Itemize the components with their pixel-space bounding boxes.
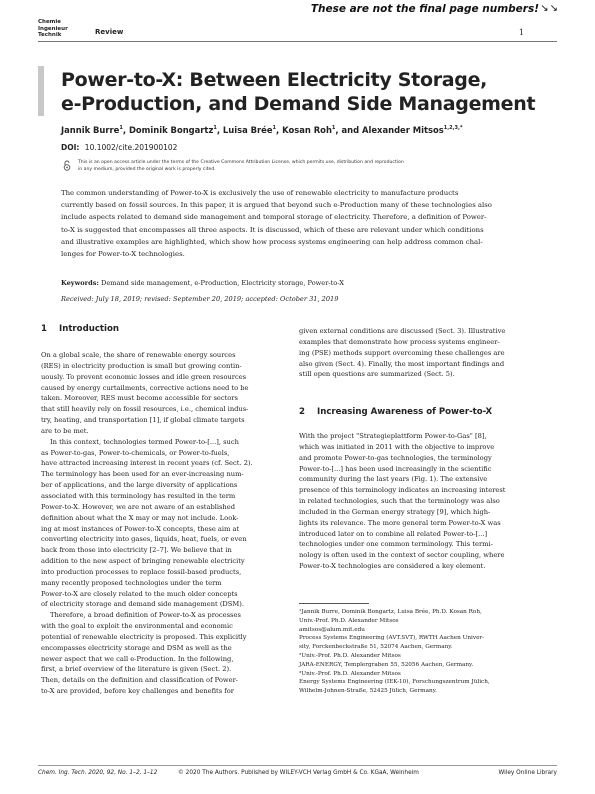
author-affiliation: 1: [272, 125, 277, 132]
text-line: into production processes to replace fossil-based products,: [41, 567, 242, 576]
text-line: also given (Sect. 4). Finally, the most important findings and: [299, 359, 505, 368]
section-heading-awareness: [299, 407, 492, 417]
author-name: Kosan Roh: [282, 125, 332, 135]
journal-citation: Chem. Ing. Tech. 2020, 92, No. 1–2, 1–12: [38, 770, 158, 776]
footnote-line: Univ.-Prof. Ph.D. Alexander Mitsos: [299, 617, 399, 624]
text-line: and promote Power-to-gas technologies, the terminology: [299, 453, 492, 462]
text-line: converting electricity into gases, liquids, heat, fuels, or even: [41, 535, 247, 544]
abstract-line: lenges for Power-to-X technologies.: [61, 250, 185, 259]
text-line: as Power-to-gas, Power-to-chemicals, or Power-to-fuels,: [41, 448, 230, 457]
text-line: to-X are provided, before key challenges and benefits for: [41, 687, 234, 696]
text-line: first, a brief overview of the literature is given (Sect. 2).: [41, 665, 232, 674]
text-line: Power-to-X are closely related to the much older concepts: [41, 589, 238, 598]
right-column-continuation: [299, 326, 542, 380]
text-line: addition to the new aspect of bringing renewable electricity: [41, 557, 245, 566]
header-divider: [38, 41, 557, 42]
text-line: try, heating, and transportation [1], if global climate targets: [41, 416, 245, 425]
doi-link[interactable]: 10.1002/cite.201900102: [84, 143, 178, 152]
open-access-lock-icon: [63, 160, 71, 171]
open-access-line: in any medium, provided the original work is properly cited.: [78, 166, 216, 172]
text-line: that still heavily rely on fossil resources, i.e., chemical indus-: [41, 405, 249, 414]
footnote-line: Wilhelm-Johnen-Straße, 52425 Jülich, Germany.: [299, 688, 437, 695]
copyright-notice: © 2020 The Authors. Published by WILEY-VCH Verlag GmbH & Co. KGaA, Weinheim: [178, 770, 419, 776]
text-line: (RES) in electricity production is small but growing contin-: [41, 361, 242, 370]
text-line: presence of this terminology indicates an increasing interest: [299, 486, 506, 495]
section-heading-introduction: [41, 324, 119, 334]
section-number: 2: [299, 407, 305, 417]
text-line: caused by energy curtailments, corrective actions need to be: [41, 383, 249, 392]
text-line: With the project "Strategieplattform Power-to-Gas" [8],: [299, 432, 487, 440]
text-line: examples that demonstrate how process systems engineer-: [299, 337, 500, 346]
arrow-icon: ↘↘: [540, 3, 559, 14]
author-affiliation: 1: [331, 125, 336, 132]
author-name: Dominik Bongartz: [128, 125, 214, 135]
abstract-line: The common understanding of Power-to-X is exclusively the use of renewable electricity to manufacture products: [61, 189, 459, 197]
text-line: Power-to-X. However, we are not aware of an established: [41, 502, 235, 511]
footnote-line: JARA-ENERGY, Templergraben 55, 52056 Aachen, Germany.: [299, 661, 474, 668]
abstract-line: to-X is suggested that encompasses all three aspects. It is discussed, which of these are relevant under which conditions: [61, 225, 484, 234]
paragraph: [41, 350, 284, 437]
text-line: encompasses electricity storage and DSM as well as the: [41, 643, 232, 652]
abstract: [61, 187, 535, 260]
footnote-line: Process Systems Engineering (AVT.SVT), RWTH Aachen Univer-: [299, 635, 485, 642]
text-line: Therefore, a broad definition of Power-to-X as processes: [50, 611, 241, 620]
text-line: Power-to-X technologies are considered a key element.: [299, 562, 486, 571]
text-line: potential of renewable electricity is proposed. This explicitly: [41, 632, 247, 641]
abstract-line: include aspects related to demand side management and temporal storage of electricity. Therefore, a definition of Power-: [61, 213, 487, 222]
text-line: definition about what the X may or may not include. Look-: [41, 513, 239, 522]
wiley-online-library-link[interactable]: Wiley Online Library: [498, 770, 557, 776]
text-line: given external conditions are discussed (Sect. 3). Illustrative: [299, 327, 506, 335]
text-line: included in the German energy strategy [9], which high-: [299, 507, 491, 516]
journal-logo-line: Ingenieur: [38, 25, 68, 32]
text-line: lights its relevance. The more general term Power-to-X was: [299, 518, 501, 527]
footnote-line: Energy Systems Engineering (IEK-10), Forschungszentrum Jülich,: [299, 679, 490, 686]
keywords: [61, 279, 535, 287]
proof-banner: These are not the final page numbers!: [310, 3, 539, 15]
section-title: Introduction: [59, 324, 120, 334]
text-line: Power-to-[...] has been used increasingly in the scientific: [299, 464, 492, 473]
open-access-notice: [78, 160, 530, 173]
text-line: many recently proposed technologies under the term: [41, 578, 222, 587]
text-line: ing at most instances of Power-to-X concepts, these aim at: [41, 524, 240, 533]
keywords-label: Keywords:: [61, 279, 99, 287]
section-label: Review: [95, 28, 124, 36]
footnote-line: ²Univ.-Prof. Ph.D. Alexander Mitsos: [299, 652, 401, 659]
footnote-line: sity, Forckenbeckstraße 51, 52074 Aachen, Germany.: [299, 644, 453, 651]
text-line: of electricity storage and demand side management (DSM).: [41, 600, 244, 609]
section-title: Increasing Awareness of Power-to-X: [317, 407, 493, 417]
text-line: associated with this terminology has resulted in the term: [41, 491, 236, 500]
text-line: have attracted increasing interest in recent years (cf. Sect. 2).: [41, 459, 253, 468]
left-column: [41, 350, 284, 697]
author-affiliation: 1: [119, 125, 123, 132]
title-line: Power-to-X: Between Electricity Storage,: [61, 69, 488, 91]
received-dates: Received: July 18, 2019; revised: September 20, 2019; accepted: October 31, 2019: [61, 295, 339, 303]
journal-logo-line: Chemie: [38, 19, 62, 25]
text-line: are to be met.: [41, 426, 89, 435]
text-line: In this context, technologies termed Power-to-[...], such: [50, 437, 239, 446]
text-line: uously. To prevent economic losses and idle green resources: [41, 372, 247, 381]
text-line: technologies under one common terminology. This termi-: [299, 540, 493, 549]
text-line: community during the last years (Fig. 1). The extensive: [299, 475, 488, 484]
abstract-line: currently based on fossil sources. In this paper, it is argued that beyond such e-Production many of these technologies also: [61, 201, 492, 210]
author-list: Jannik Burre$^1$, Dominik Bongartz$^1$, Luisa Brée$^1$, Kosan Roh$^1$, and Alexander Mitsos$^{1,2,3,*}$: [61, 125, 463, 135]
open-access-line: This is an open access article under the terms of the Creative Commons Attribution License, which permits use, distribution and reproduction: [78, 160, 404, 165]
abstract-line: and illustrative examples are highlighted, which show how process systems engineering can help address common chal-: [61, 237, 483, 246]
doi-line: [61, 143, 177, 152]
email-link[interactable]: amitsos@alum.mit.edu: [299, 626, 365, 633]
text-line: The terminology has been used for an ever-increasing num-: [41, 470, 244, 479]
footnote-divider: [299, 603, 369, 604]
right-column-section2: [299, 431, 542, 572]
author-affiliation: 1: [213, 125, 217, 132]
text-line: with the goal to exploit the environmental and economic: [41, 622, 233, 631]
author-name: Luisa Brée: [222, 125, 273, 135]
page-number: 1: [518, 28, 524, 37]
author-affiliations-footnote: [299, 608, 542, 696]
text-line: On a global scale, the share of renewable energy sources: [41, 351, 236, 359]
doi-label: DOI:: [61, 143, 80, 152]
text-line: still open questions are summarized (Sect. 5).: [299, 370, 455, 379]
text-line: back from those into electricity [2–7]. We believe that in: [41, 546, 232, 555]
paragraph: [41, 610, 284, 697]
article-title: [61, 68, 541, 116]
text-line: which was initiated in 2011 with the objective to improve: [299, 442, 495, 451]
keywords-list: Demand side management, e-Production, Electricity storage, Power-to-X: [101, 279, 344, 287]
text-line: Then, details on the definition and classification of Power-: [41, 676, 239, 685]
text-line: nology is often used in the context of sector coupling, where: [299, 551, 505, 560]
footnote-line: ¹Jannik Burre, Dominik Bongartz, Luisa Brée, Ph.D. Kosan Roh,: [299, 609, 482, 615]
journal-logo: [38, 19, 68, 39]
title-accent-bar: [38, 66, 44, 116]
text-line: ing (PSE) methods support overcoming these challenges are: [299, 348, 505, 357]
text-line: taken. Moreover, RES must become accessible for sectors: [41, 394, 238, 403]
paragraph: [41, 437, 284, 611]
text-line: ber of applications, and the large diversity of applications: [41, 481, 238, 490]
journal-logo-line: Technik: [38, 32, 62, 38]
footnote-line: ³Univ.-Prof. Ph.D. Alexander Mitsos: [299, 670, 401, 677]
author-affiliation: 1,2,3,*: [443, 125, 463, 132]
footer-divider: [38, 765, 557, 766]
text-line: introduced later on to combine all related Power-to-[...]: [299, 529, 488, 538]
title-line: e-Production, and Demand Side Management: [61, 93, 536, 115]
author-name: Jannik Burre: [61, 125, 120, 135]
author-name: Alexander Mitsos: [362, 125, 444, 135]
text-line: in related technologies, such that the terminology was also: [299, 497, 500, 506]
text-line: newer aspect that we call e-Production. In the following,: [41, 654, 234, 663]
section-number: 1: [41, 324, 47, 334]
